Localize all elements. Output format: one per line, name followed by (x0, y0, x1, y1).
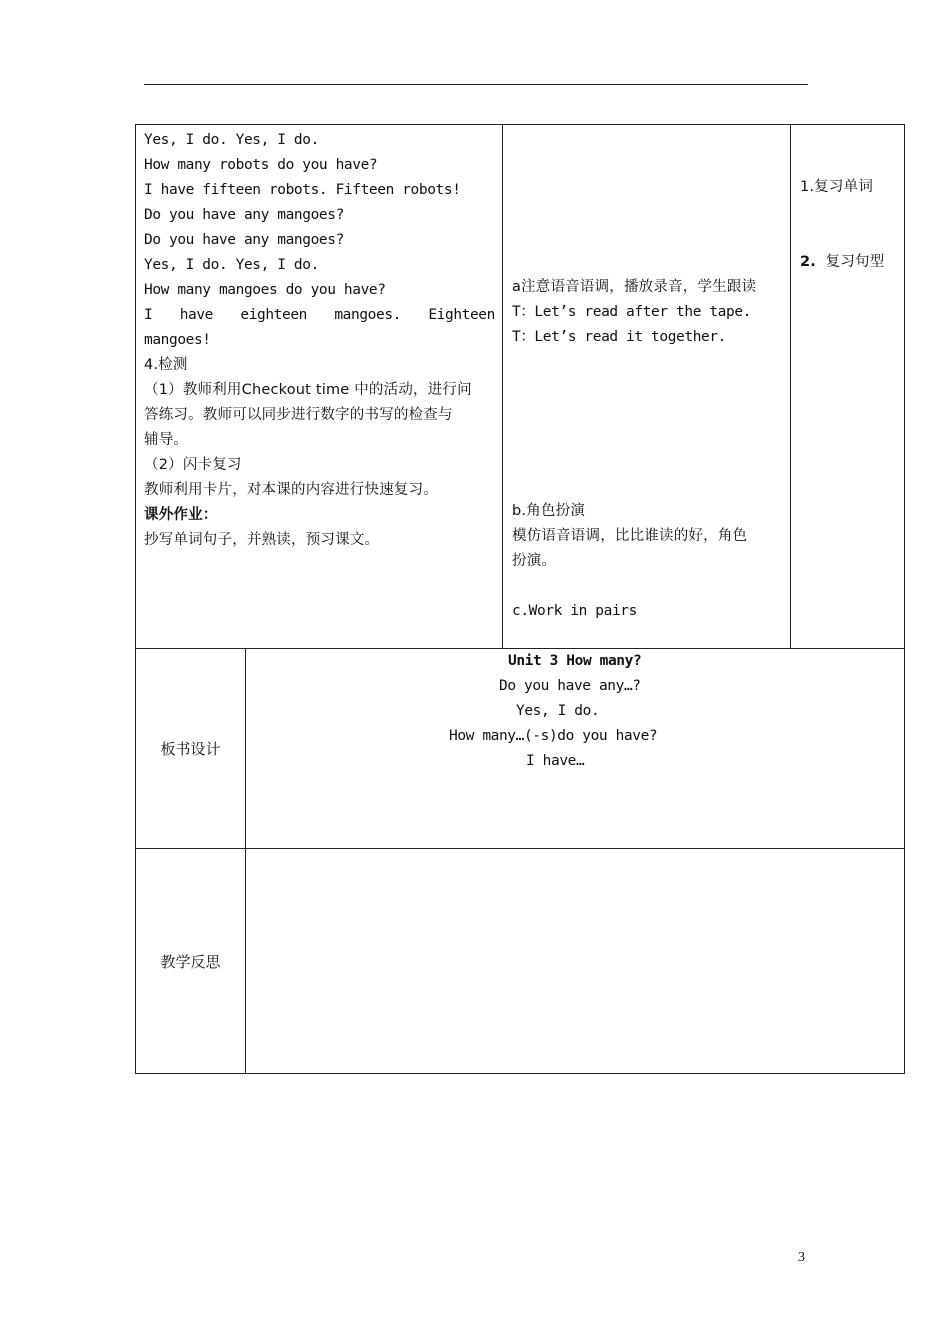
board-design-label: 板书设计 (136, 649, 246, 848)
homework-heading: 课外作业： (144, 507, 218, 523)
dialogue-line: Yes, I do. Yes, I do. (144, 132, 319, 148)
word: eighteen (240, 307, 307, 323)
board-line: How many…(-s)do you have? (449, 728, 658, 744)
board-design-content (245, 649, 904, 848)
method-b-line: 模仿语音语调，比比谁读的好，角色 (512, 528, 748, 544)
procedure-line: 辅导。 (144, 432, 189, 448)
purpose-column (791, 125, 904, 648)
word: mangoes. (334, 307, 401, 323)
purpose-item-text: 复习句型 (825, 254, 885, 270)
dialogue-line: I have fifteen robots. Fifteen robots! (144, 182, 461, 198)
header-rule (144, 84, 808, 85)
dialogue-line: Yes, I do. Yes, I do. (144, 257, 319, 273)
method-b-title: b.角色扮演 (512, 503, 586, 519)
board-title: Unit 3 How many? (508, 653, 642, 669)
purpose-item: 1.复习单词 (800, 179, 874, 195)
word: Eighteen (428, 307, 495, 323)
dialogue-line: How many mangoes do you have? (144, 282, 386, 298)
procedure-line: （1）教师利用Checkout time 中的活动，进行问 (144, 382, 472, 398)
dialogue-line: Do you have any mangoes? (144, 207, 344, 223)
board-design-row (136, 649, 904, 849)
lesson-table-top (135, 124, 905, 649)
reflection-row (136, 849, 904, 1073)
lesson-table-bottom (135, 648, 905, 1074)
procedure-column (136, 125, 503, 648)
procedure-line: 答练习。教师可以同步进行数字的书写的检查与 (144, 407, 453, 423)
dialogue-line: How many robots do you have? (144, 157, 378, 173)
reflection-label: 教学反思 (136, 849, 246, 1073)
word: have (179, 307, 214, 323)
dialogue-line-justified (144, 303, 495, 328)
procedure-line: 教师利用卡片，对本课的内容进行快速复习。 (144, 482, 438, 498)
method-c-title: c.Work in pairs (512, 603, 637, 619)
method-a-title: a注意语音语调，播放录音，学生跟读 (512, 279, 757, 295)
methods-column (503, 125, 791, 648)
homework-line: 抄写单词句子，并熟读，预习课文。 (144, 532, 380, 548)
word: I (144, 307, 153, 323)
board-line: Do you have any…? (499, 678, 641, 694)
method-b-line: 扮演。 (512, 553, 557, 569)
board-line: Yes, I do. (516, 703, 600, 719)
dialogue-line: Do you have any mangoes? (144, 232, 344, 248)
purpose-item (800, 250, 884, 275)
reflection-content (245, 849, 904, 1073)
dialogue-line: mangoes! (144, 332, 211, 348)
board-line: I have… (526, 753, 585, 769)
purpose-item-number: 2. (800, 254, 816, 270)
page-number: 3 (798, 1250, 805, 1265)
method-a-line: T：Let’s read it together. (512, 329, 727, 345)
method-a-line: T：Let’s read after the tape. (512, 304, 752, 320)
procedure-line: （2）闪卡复习 (144, 457, 242, 473)
section-heading-check: 4.检测 (144, 357, 188, 373)
